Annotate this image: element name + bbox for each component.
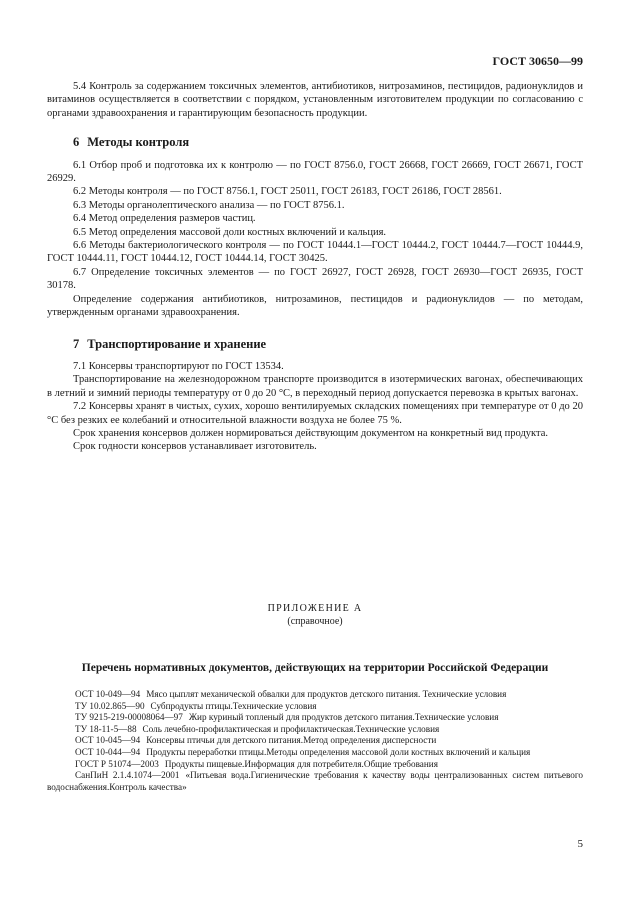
reference-item [47,701,583,713]
reference-item [47,724,583,736]
paragraph-6-7: 6.7 Определение токсичных элементов — по ГОСТ 26927, ГОСТ 26928, ГОСТ 26930—ГОСТ 26935, ГОСТ 30178. [47,266,583,292]
section-6-heading [73,136,583,149]
reference-code: ОСТ 10-045—94 [75,735,141,746]
reference-item [47,759,583,771]
annex-header [47,602,583,628]
paragraph-6-7-note: Определение содержания антибиотиков, нитрозаминов, пестицидов и радионуклидов — по методам, утвержденным органами здравоохранения. [47,293,583,319]
paragraph-7-2-expiry: Срок годности консервов устанавливает изготовитель. [73,441,317,453]
reference-text: Субпродукты птицы.Технические условия [150,700,317,711]
annex-note: (справочное) [287,616,343,627]
reference-text: Продукты пищевые.Информация для потребителя.Общие требования [164,758,438,769]
main-text [47,80,583,454]
reference-text: Продукты переработки птицы.Методы определения массовой доли костных включений и кальция [146,746,531,757]
section-7-title: Транспортирование и хранение [87,336,267,351]
reference-code: ГОСТ Р 51074—2003 [75,758,159,769]
section-6-number: 6 [73,135,80,150]
reference-list [47,689,583,793]
paragraph-7-2: 7.2 Консервы хранят в чистых, сухих, хорошо вентилируемых складских помещениях при температуре от 0 до 20 °С без резких ее колебаний и относительной влажности воздуха не более 75 %. [47,401,583,426]
paragraph-6-5: 6.5 Метод определения массовой доли костных включений и кальция. [73,226,387,238]
paragraph-5-4: 5.4 Контроль за содержанием токсичных элементов, антибиотиков, нитрозаминов, пестицидов, радионуклидов и витаминов осуществляется в соответствии с порядком, установленным изготовителем продукции по согласованию с органами здравоохранения и гарантирующим безопасность продукции. [47,81,583,119]
paragraph-7-1-transport: Транспортирование на железнодорожном транспорте производится в изотермических вагонах, обеспечивающих в летний и зимний периоды температуру от 0 до 20 °С, в переходный период допускается перевозка в крытых вагонах. [47,374,583,399]
paragraph-6-4: 6.4 Метод определения размеров частиц. [73,213,256,225]
reference-code: ТУ 10.02.865—90 [75,700,145,711]
paragraph-7-2-shelf: Срок хранения консервов должен нормироваться действующим документом на конкретный вид продукта. [73,427,549,439]
annex-title: Перечень нормативных документов, действующих на территории Российской Федерации [81,662,549,674]
reference-item [47,712,583,724]
reference-text: Мясо цыплят механической обвалки для продуктов детского питания. Технические условия [146,689,507,699]
reference-item [47,747,583,759]
reference-code: СанПиН 2.1.4.1074—2001 [75,770,180,781]
paragraph-7-1: 7.1 Консервы транспортируют по ГОСТ 13534. [73,360,284,372]
section-6-title: Методы контроля [87,135,190,150]
paragraph-6-3: 6.3 Методы органолептического анализа — по ГОСТ 8756.1. [73,199,345,211]
document-code: ГОСТ 30650—99 [492,54,583,68]
reference-code: ТУ 9215-219-00008064—97 [75,712,183,723]
reference-code: ОСТ 10-044—94 [75,746,141,757]
annex-label: ПРИЛОЖЕНИЕ А [267,603,363,614]
paragraph-6-1: 6.1 Отбор проб и подготовка их к контролю — по ГОСТ 8756.0, ГОСТ 26668, ГОСТ 26669, ГОСТ 26671, ГОСТ 26929. [47,159,583,185]
paragraph-6-6: 6.6 Методы бактериологического контроля — по ГОСТ 10444.1—ГОСТ 10444.2, ГОСТ 10444.7—ГОСТ 10444.9, ГОСТ 10444.11, ГОСТ 10444.12, ГОСТ 10444.14, ГОСТ 30425. [47,240,583,265]
section-7-number: 7 [73,336,80,351]
reference-item [47,689,583,701]
paragraph-6-2: 6.2 Методы контроля — по ГОСТ 8756.1, ГОСТ 25011, ГОСТ 26183, ГОСТ 26186, ГОСТ 28561. [73,186,502,198]
reference-code: ТУ 18-11-5—88 [75,723,137,734]
page-number: 5 [577,838,583,850]
section-7-heading [73,338,583,351]
reference-code: ОСТ 10-049—94 [75,689,141,699]
reference-text: Консервы птичьи для детского питания.Метод определения дисперсности [146,735,437,746]
reference-text: «Питьевая вода.Гигиенические требования к качеству воды централизованных систем питьевого водоснабжения.Контроль качества» [47,770,583,792]
reference-text: Жир куриный топленый для продуктов детского питания.Технические условия [188,712,499,723]
reference-text: Соль лечебно-профилактическая и профилактическая.Технические условия [142,723,440,734]
reference-item [47,770,583,793]
reference-item [47,735,583,747]
